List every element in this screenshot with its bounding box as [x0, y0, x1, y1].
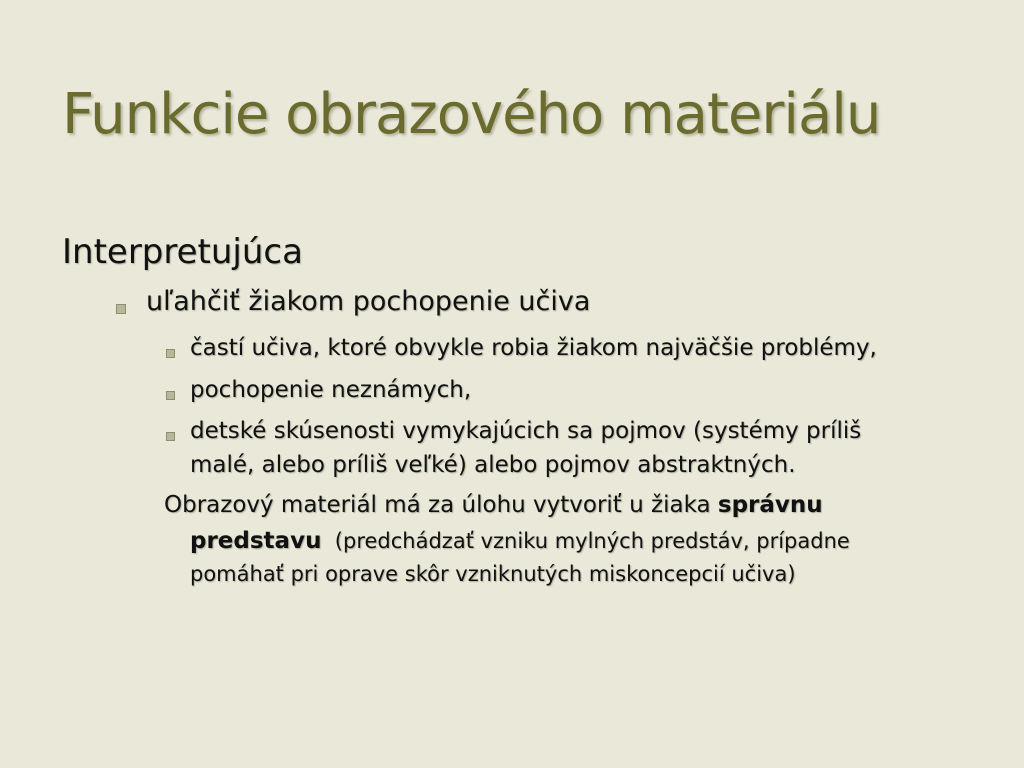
slide-title: Funkcie obrazového materiálu [62, 82, 881, 147]
section-heading: Interpretujúca [62, 232, 303, 272]
paragraph-text: (predchádzať vzniku mylných predstáv, prípadne [321, 529, 850, 553]
bullet-item-level2: pochopenie neznámych, [190, 377, 472, 403]
paragraph-emphasis: správnu [717, 492, 823, 518]
bullet-item-level2: častí učiva, ktoré obvykle robia žiakom najväčšie problémy, [190, 335, 877, 361]
square-bullet-icon [166, 391, 175, 400]
paragraph-line [190, 528, 850, 554]
paragraph-line [164, 492, 823, 518]
paragraph-text: Obrazový materiál má za úlohu vytvoriť u žiaka [164, 492, 718, 518]
paragraph-text: pomáhať pri oprave skôr vzniknutých miskoncepcií učiva) [190, 562, 796, 586]
square-bullet-icon [116, 304, 126, 314]
square-bullet-icon [166, 349, 175, 358]
bullet-item-level2: detské skúsenosti vymykajúcich sa pojmov (systémy príliš [190, 418, 862, 444]
paragraph-emphasis: predstavu [190, 528, 322, 554]
paragraph-line [190, 562, 796, 586]
bullet-item-level1: uľahčiť žiakom pochopenie učiva [146, 286, 591, 317]
square-bullet-icon [166, 432, 175, 441]
bullet-item-level2-continuation: malé, alebo príliš veľké) alebo pojmov abstraktných. [190, 452, 796, 478]
